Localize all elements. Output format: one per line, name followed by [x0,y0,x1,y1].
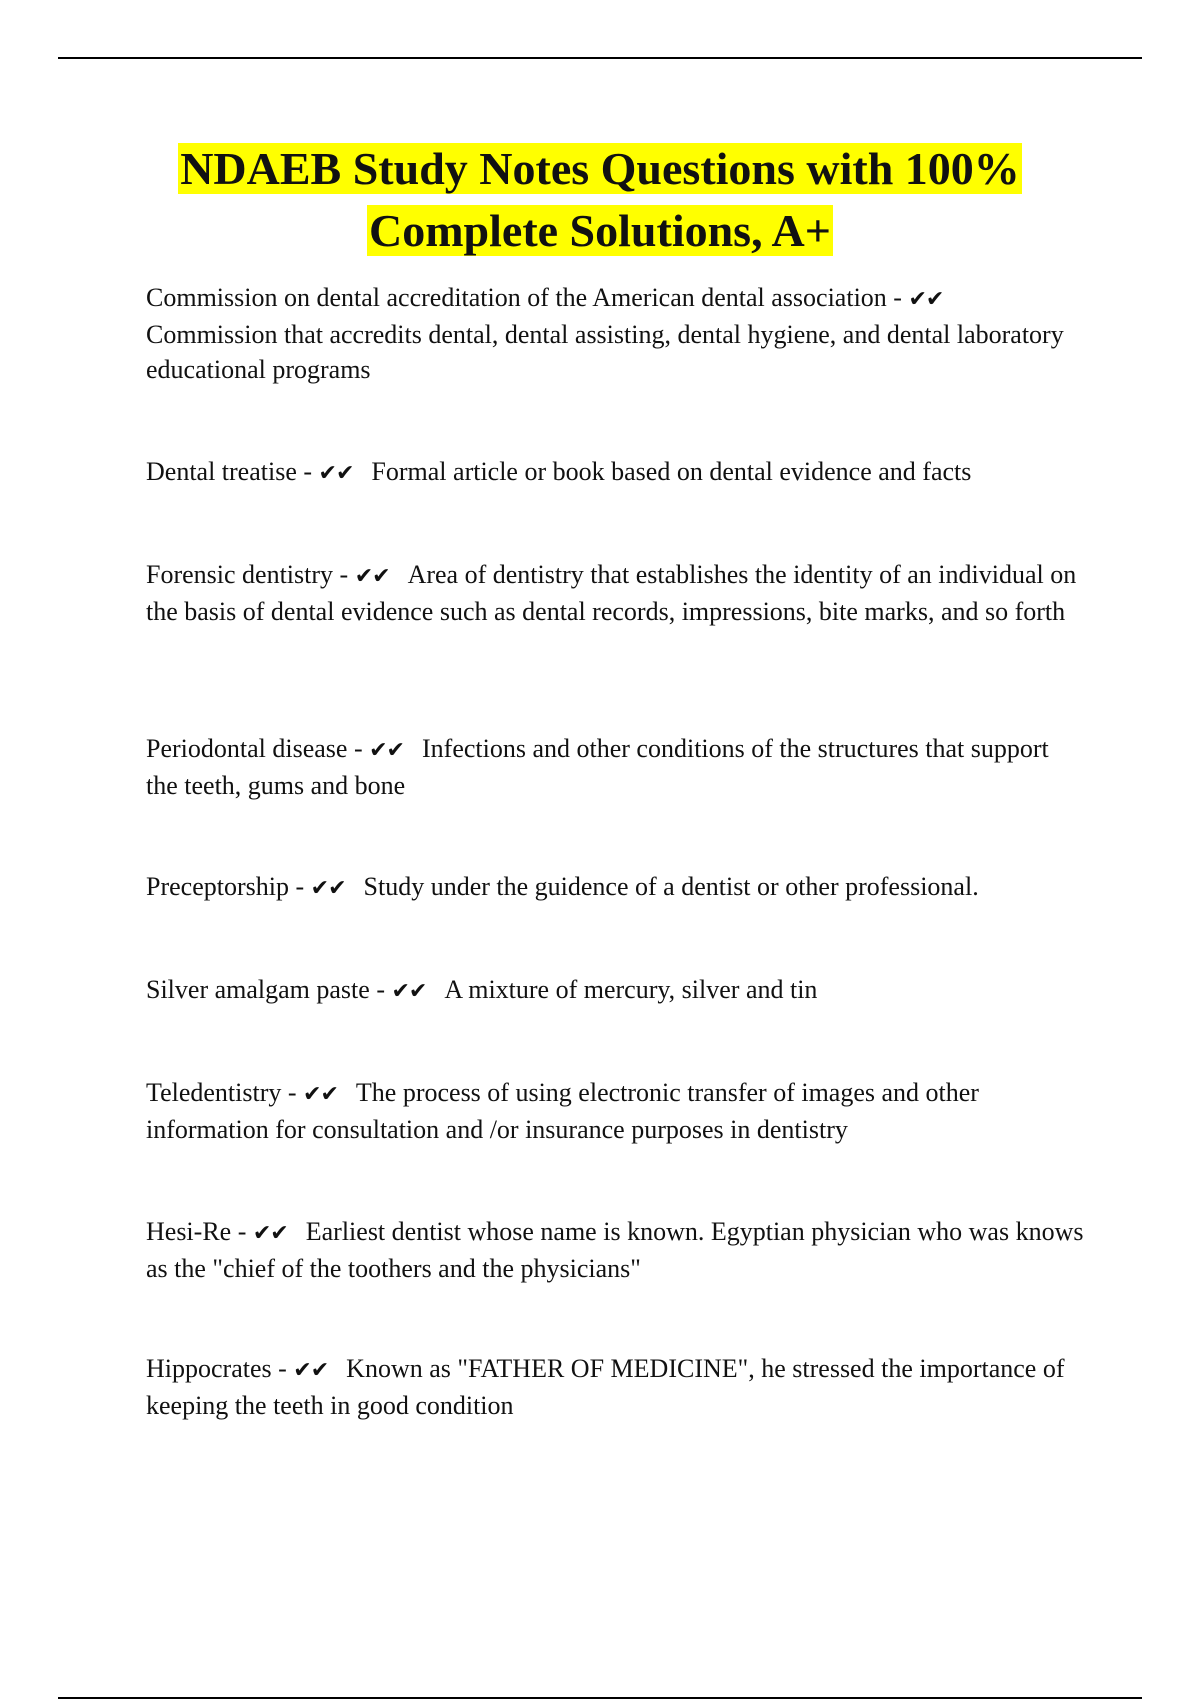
entry-separator: - [347,734,370,763]
document-title [100,138,1100,262]
entry-term: Commission on dental accreditation of the American dental association [146,283,887,312]
title-line-1: NDAEB Study Notes Questions with 100% [180,143,1020,194]
entry-term: Hippocrates [146,1354,272,1383]
entry-periodontal-disease [146,731,1086,803]
entry-definition: The process of using electronic transfer of images and other information for consultation and /or insurance purposes in dentistry [146,1078,979,1144]
entry-separator: - [886,283,909,312]
double-check-icon: ✔✔ [908,287,944,312]
top-rule [58,57,1142,59]
entry-teledentistry [146,1075,1086,1147]
entry-term: Periodontal disease [146,734,348,763]
entry-term: Hesi-Re [146,1217,232,1246]
entry-forensic-dentistry [146,557,1086,629]
entry-definition: Area of dentistry that establishes the identity of an individual on the basis of dental evidence such as dental records, impressions, bite marks, and so forth [146,560,1077,626]
entry-definition: Earliest dentist whose name is known. Egyptian physician who was knows as the "chief of the toothers and the physicians" [146,1217,1084,1283]
entry-hesi-re [146,1214,1086,1286]
double-check-icon: ✔✔ [369,738,404,763]
entry-term: Silver amalgam paste [146,975,370,1004]
entry-term: Teledentistry [146,1078,282,1107]
entry-dental-treatise [146,454,1086,491]
entry-definition: Commission that accredits dental, dental assisting, dental hygiene, and dental laboratory educational programs [146,320,1064,384]
title-line-2: Complete Solutions, A+ [369,205,831,256]
double-check-icon: ✔✔ [354,564,390,589]
entry-definition: Known as "FATHER OF MEDICINE", he stressed the importance of keeping the teeth in good condition [146,1354,1065,1420]
double-check-icon: ✔✔ [252,1221,288,1246]
entry-definition: Formal article or book based on dental evidence and facts [371,457,972,486]
double-check-icon: ✔✔ [303,1082,338,1107]
entry-definition: A mixture of mercury, silver and tin [444,975,818,1004]
entry-separator: - [271,1354,294,1383]
double-check-icon: ✔✔ [391,979,427,1004]
double-check-icon: ✔✔ [293,1358,329,1383]
entry-preceptorship [146,869,1086,906]
entry-separator: - [231,1217,253,1246]
entry-term: Dental treatise [146,457,297,486]
entry-definition: Study under the guidence of a dentist or other professional. [363,872,979,901]
entry-separator: - [288,872,311,901]
entry-hippocrates [146,1351,1086,1423]
entry-term: Forensic dentistry [146,560,334,589]
bottom-rule [58,1697,1142,1699]
double-check-icon: ✔✔ [318,461,354,486]
entry-separator: - [296,457,319,486]
entry-silver-amalgam-paste [146,972,1086,1009]
entry-term: Preceptorship [146,872,289,901]
entry-separator: - [281,1078,304,1107]
double-check-icon: ✔✔ [310,876,346,901]
entry-separator: - [333,560,355,589]
entry-commission-dental-accreditation [146,280,1086,387]
entry-definition: Infections and other conditions of the structures that support the teeth, gums and bone [146,734,1049,800]
entry-separator: - [369,975,392,1004]
